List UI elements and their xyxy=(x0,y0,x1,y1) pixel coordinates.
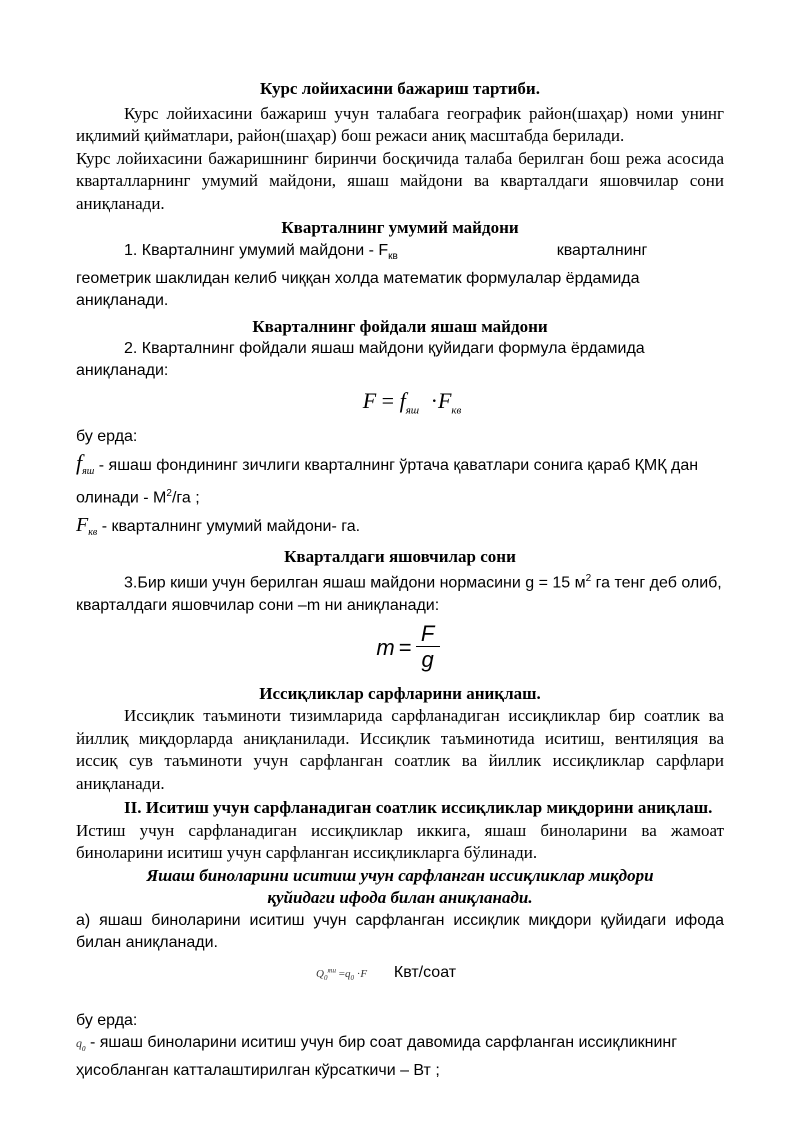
fraction: F g xyxy=(416,622,440,673)
heating-formula-expr: $Q_0^{яш} =q_0 \cdot F$ xyxy=(316,966,368,983)
definition-f-kv: $F_{кв}$ - кварталнинг умумий майдони- га. xyxy=(76,513,361,538)
heat-paragraph: Иссиқлик таъминоти тизимларида сарфланадиган иссиқликлар бир соатлик ва йиллиқ миқдорларда аниқланилади. Иссиқлик таъминотида иситиш, вентиляция ва иссиқ сув таъминоти учун сарфланган соатлик ва йиллик иссиқликлар сарфлари аниқланади. xyxy=(76,706,724,793)
section-total-area-heading: Кварталнинг умумий майдони xyxy=(281,218,519,237)
where-label-2: бу ерда: xyxy=(76,1011,138,1029)
residential-heating-item: а) яшаш биноларини иситиш учун сарфланган иссиқлик миқдори қуйидаги ифода билан аниқланади. xyxy=(76,911,724,951)
intro-paragraph-1: Курс лойихасини бажариш учун талабага географик район(шаҳар) номи унинг иқлимий қийматлари, район(шаҳар) бош режаси аниқ масштабда берилади. xyxy=(76,103,724,145)
section-heat-heading: Иссиқликлар сарфларини аниқлаш. xyxy=(259,683,541,703)
heating-paragraph: Истиш учун сарфланадиган иссиқликлар иккига, яшаш биноларини ва жамоат биноларини иситиш учун сарфланган иссиқликларга бўлинади. xyxy=(76,820,724,863)
section-living-area-heading: Кварталнинг фойдали яшаш майдони xyxy=(252,316,548,336)
document-title: Курс лойихасини бажариш тартиби. xyxy=(260,79,540,98)
heating-formula xyxy=(76,954,724,988)
section-residents-heading: Кварталдаги яшовчилар сони xyxy=(284,546,516,566)
total-area-item-cont: геометрик шаклидан келиб чиққан холда математик формулалар ёрдамида аниқланади. xyxy=(76,269,640,309)
residential-heating-heading-1: Яшаш биноларини иситиш учун сарфланган иссиқликлар миқдори xyxy=(146,865,654,885)
where-label-1: бу ерда: xyxy=(76,428,138,446)
living-area-formula: $F = f_{яш} \cdot F_{кв}$ xyxy=(362,388,462,417)
definition-q0: $q_0$ - яшаш биноларини иситиш учун бир соат давомида сарфланган иссиқликнинг ҳисобланган катталаштирилган кўрсаткичи – Вт ; xyxy=(76,1033,678,1079)
section-heating-heading: II. Иситиш учун сарфланадиган соатлик иссиқликлар миқдорини аниқлаш. xyxy=(124,798,713,818)
residential-heating-heading-2: қуйидаги ифода билан аниқланади. xyxy=(267,888,533,908)
residents-formula: m = F g xyxy=(92,617,724,679)
total-area-item: 1. Кварталнинг умумий майдони - $F_{кв}$ кварталнинг xyxy=(124,241,648,262)
definition-f-ysh: $f_{яш}$ - яшаш фондининг зичлиги кварталнинг ўртача қаватлари сонига қараб ҚМҚ дан олинади - $М^2/га$ ; xyxy=(76,450,699,507)
residents-item: 3.Бир киши учун берилган яшаш майдони нормасини g = 15 $м^2$ га тенг деб олиб, кварталдаги яшовчилар сони –m ни аниқланади: xyxy=(76,573,722,614)
intro-paragraph-2: Курс лойихасини бажаришнинг биринчи босқичида талаба берилган бош режа асосида кварталларнинг умумий майдони, яшаш майдони ва кварталдаги яшовчилар сони аниқланади. xyxy=(76,148,724,213)
document-page xyxy=(76,78,724,1082)
heating-formula-unit: Квт/соат xyxy=(393,964,457,982)
living-area-item: 2. Кварталнинг фойдали яшаш майдони қуйидаги формула ёрдамида аниқланади: xyxy=(76,340,645,380)
